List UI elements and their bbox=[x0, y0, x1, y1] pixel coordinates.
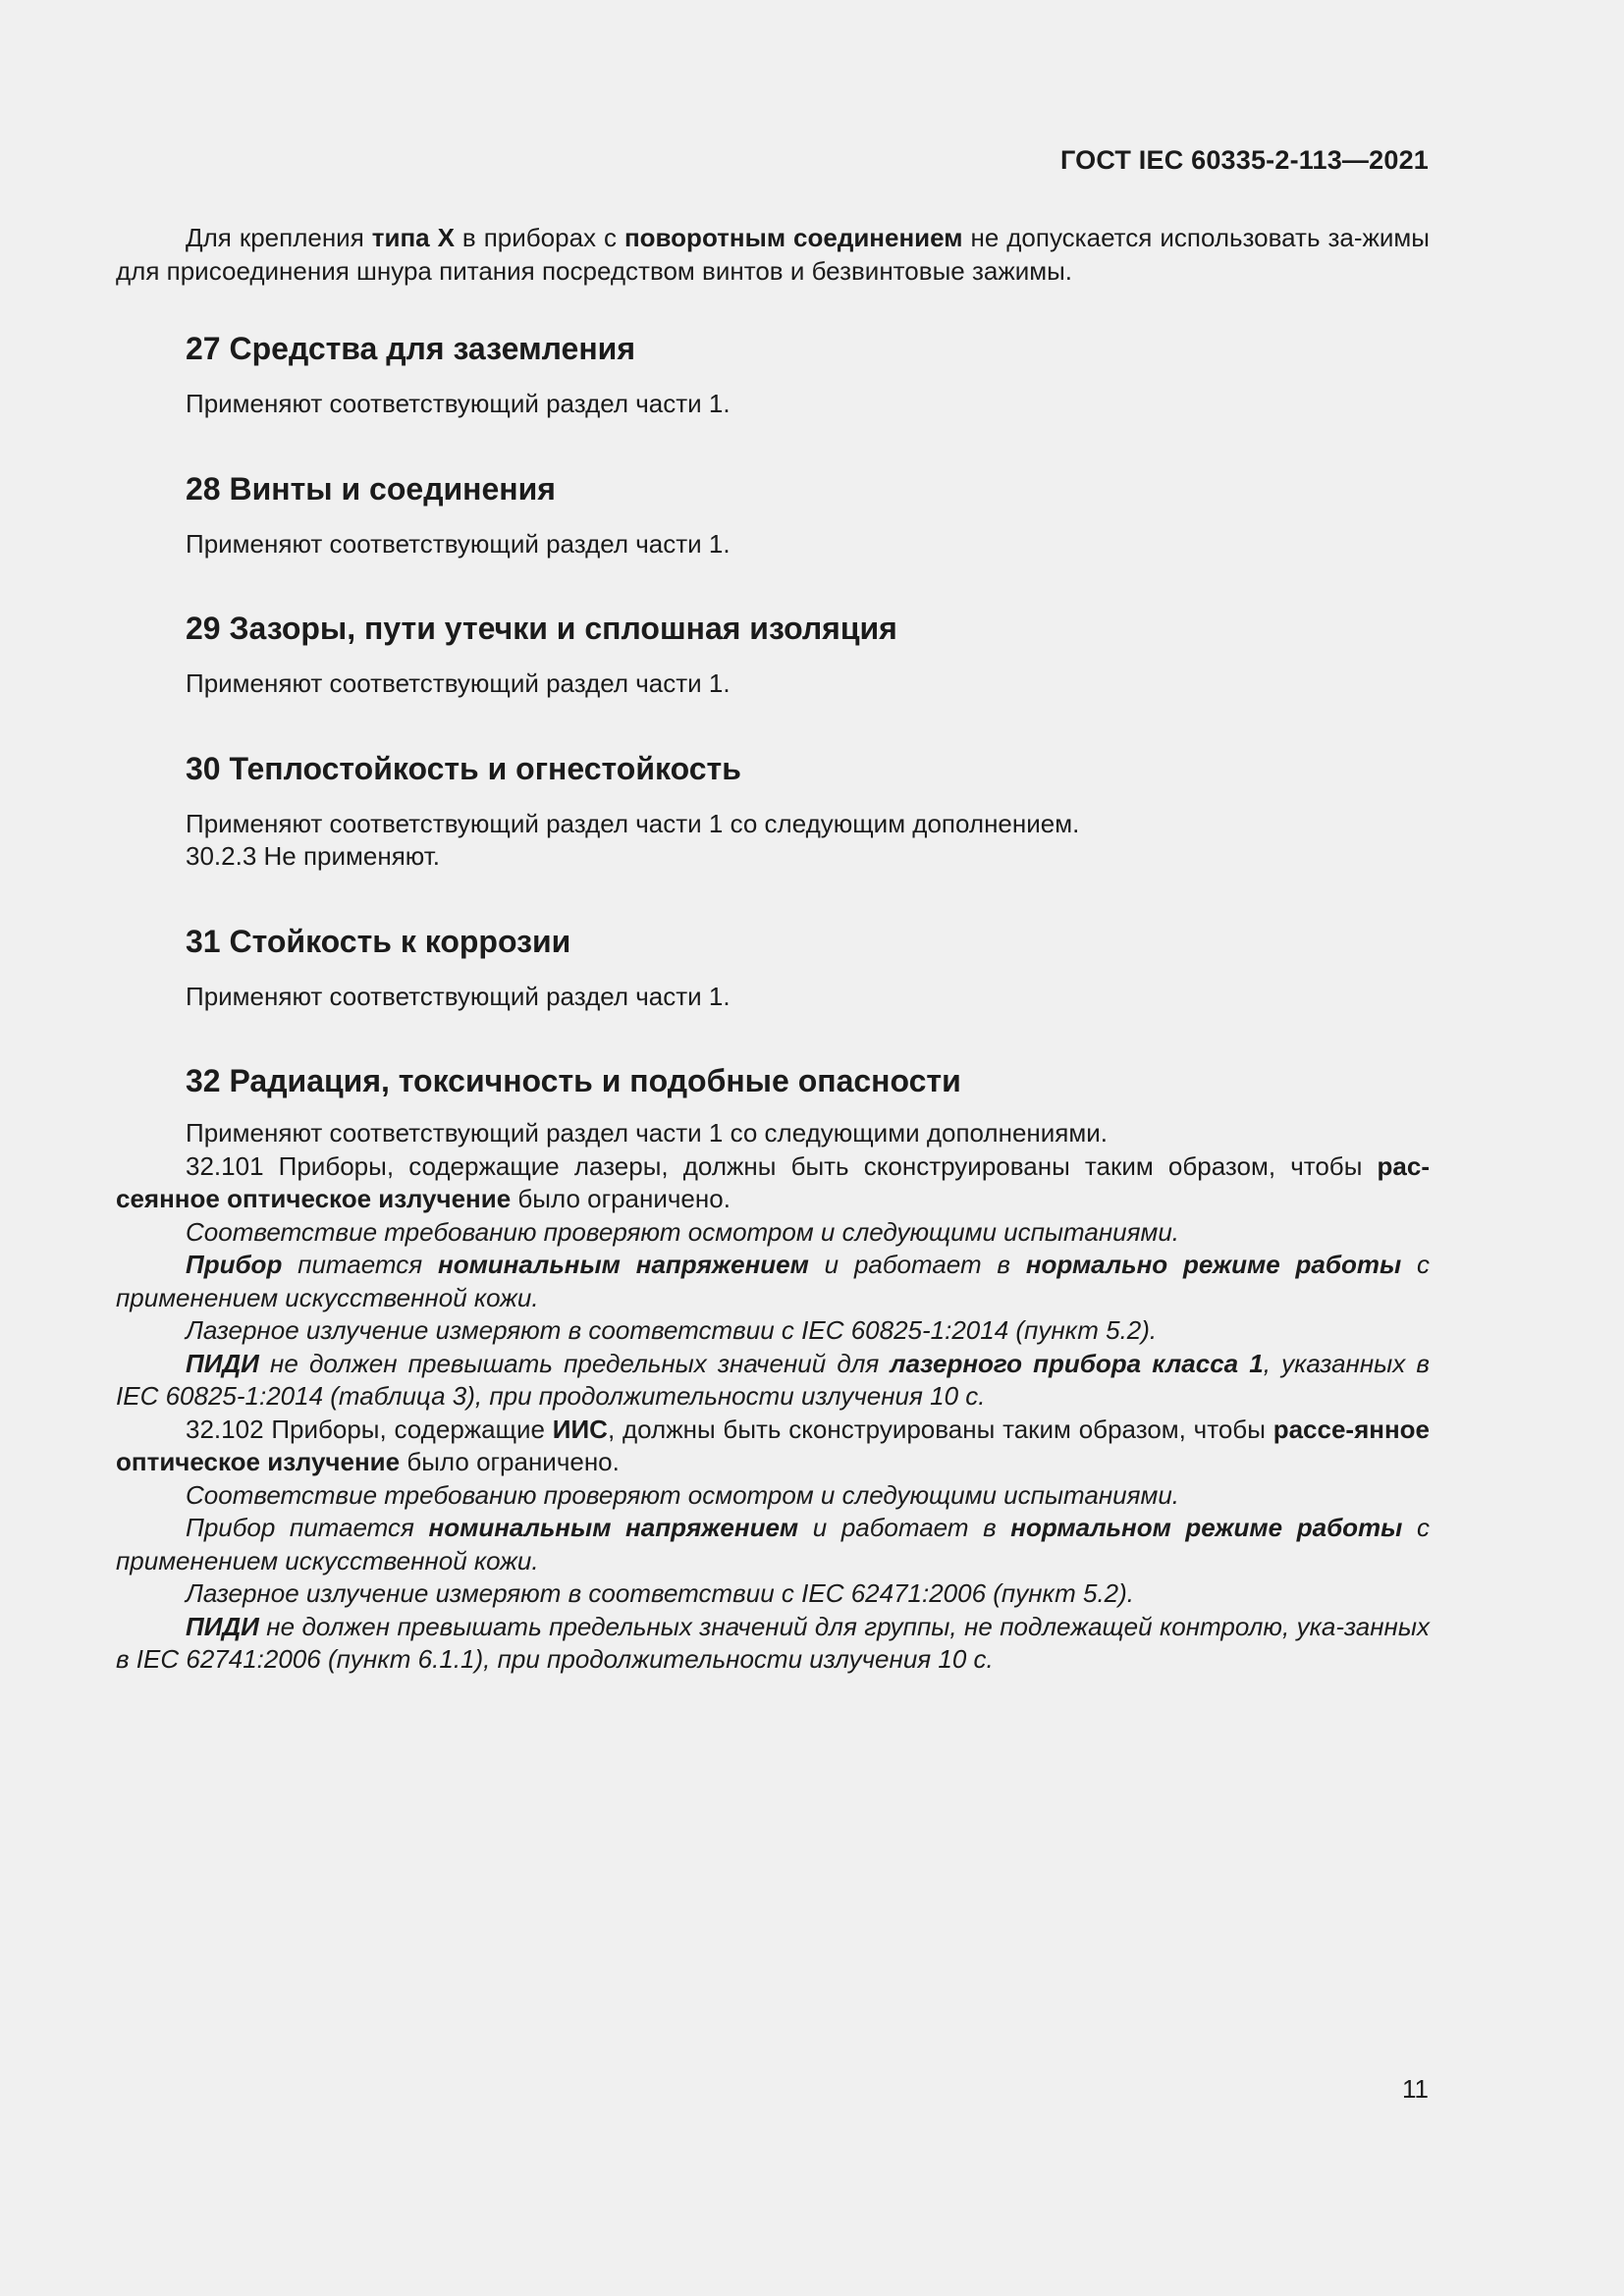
term-swivel-connection: поворотным соединением bbox=[623, 223, 963, 252]
section-32-heading: 32 Радиация, токсичность и подобные опасности bbox=[186, 1063, 961, 1098]
document-body bbox=[116, 222, 1430, 1677]
clause-30-2-3: 30.2.3 Не применяют. bbox=[186, 841, 440, 871]
section-32-body: Применяют соответствующий раздел части 1 со следующими дополнениями. bbox=[186, 1118, 1108, 1148]
clause-32-101: 32.101 Приборы, содержащие лазеры, должны быть сконструированы таким образом, чтобы рас-сеянное оптическое излучение было ограничено. bbox=[116, 1150, 1430, 1213]
clause-32-101-power: Прибор питается номинальным напряжением и работает в нормально режиме работы с применением искусственной кожи. bbox=[116, 1250, 1430, 1312]
clause-32-102-power: Прибор питается номинальным напряжением и работает в нормальном режиме работы с применением искусственной кожи. bbox=[116, 1513, 1430, 1575]
section-27-heading: 27 Средства для заземления bbox=[186, 331, 636, 366]
section-31-heading: 31 Стойкость к коррозии bbox=[186, 923, 571, 959]
clause-32-102-limit: ПИДИ не должен превышать предельных значений для группы, не подлежащей контролю, ука-занных в IEC 62741:2006 (пункт 6.1.1), при продолжительности излучения 10 с. bbox=[116, 1611, 1430, 1674]
clause-32-101-limit: ПИДИ не должен превышать предельных значений для лазерного прибора класса 1, указанных в IEC 60825-1:2014 (таблица 3), при продолжительности излучения 10 с. bbox=[116, 1348, 1430, 1411]
intro-paragraph: Для крепления типа X в приборах с поворотным соединением не допускается использовать за-жимы для присоединения шнура питания посредством винтов и безвинтовые зажимы. bbox=[116, 223, 1430, 286]
term-type-x: типа X bbox=[371, 223, 455, 252]
section-31-body: Применяют соответствующий раздел части 1. bbox=[186, 981, 731, 1011]
section-27-body: Применяют соответствующий раздел части 1. bbox=[186, 389, 731, 418]
clause-32-102: 32.102 Приборы, содержащие ИИС, должны быть сконструированы таким образом, чтобы рассе-янное оптическое излучение было ограничено. bbox=[116, 1414, 1430, 1476]
term-iis: ИИС bbox=[552, 1414, 608, 1444]
section-29-body: Применяют соответствующий раздел части 1. bbox=[186, 668, 731, 698]
clause-32-101-check: Соответствие требованию проверяют осмотром и следующими испытаниями. bbox=[186, 1216, 1180, 1247]
section-28-heading: 28 Винты и соединения bbox=[186, 470, 556, 507]
clause-32-102-measure: Лазерное излучение измеряют в соответствии с IEC 62471:2006 (пункт 5.2). bbox=[186, 1578, 1135, 1608]
term-scattered-optical-radiation: рас-сеянное оптическое излучение bbox=[116, 1150, 1430, 1213]
document-code-header: ГОСТ IEC 60335-2-113—2021 bbox=[1060, 145, 1429, 175]
section-30-heading: 30 Теплостойкость и огнестойкость bbox=[186, 750, 741, 786]
section-29-heading: 29 Зазоры, пути утечки и сплошная изоляция bbox=[186, 611, 897, 646]
section-30-body: Применяют соответствующий раздел части 1 со следующим дополнением. bbox=[186, 808, 1080, 838]
clause-32-102-check: Соответствие требованию проверяют осмотром и следующими испытаниями. bbox=[186, 1479, 1180, 1510]
page-number: 11 bbox=[1402, 2074, 1429, 2104]
clause-32-101-measure: Лазерное излучение измеряют в соответствии с IEC 60825-1:2014 (пункт 5.2). bbox=[186, 1315, 1158, 1345]
section-28-body: Применяют соответствующий раздел части 1. bbox=[186, 528, 731, 559]
